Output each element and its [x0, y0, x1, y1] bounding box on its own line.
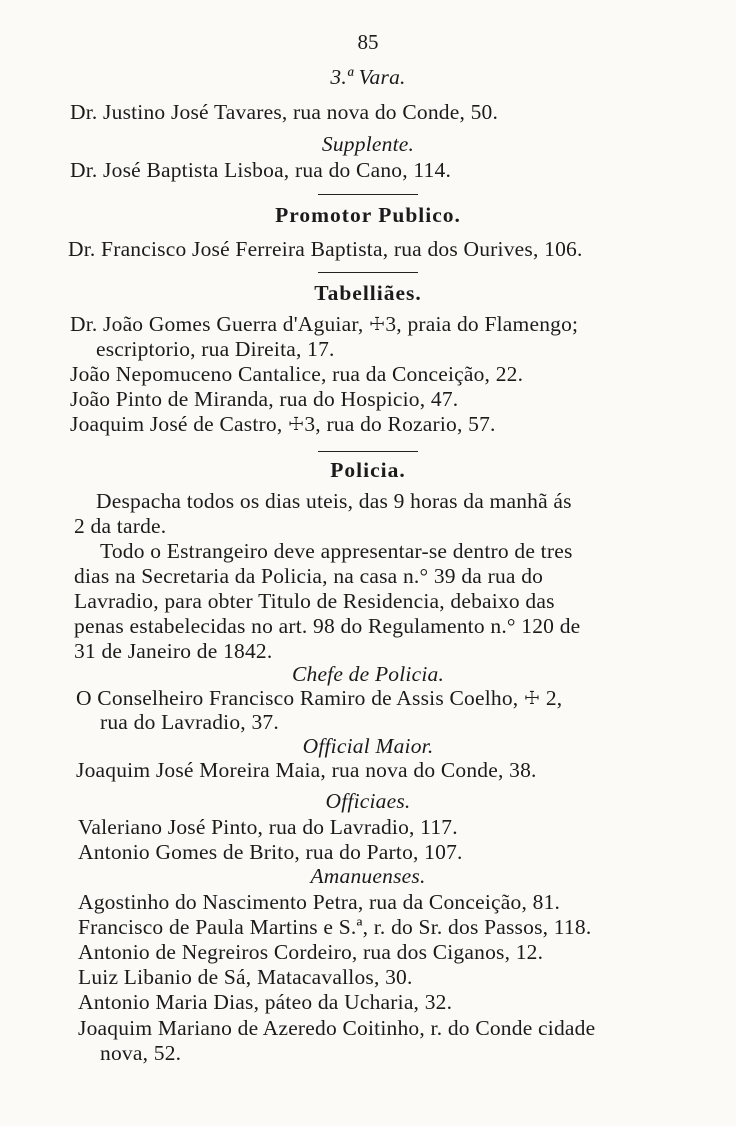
chefe-entry-continuation: rua do Lavradio, 37.	[100, 710, 279, 734]
policia-paragraph-line: dias na Secretaria da Policia, na casa n.° 39 da rua do	[74, 564, 544, 588]
policia-paragraph-line: Lavradio, para obter Titulo de Residencia, debaixo das	[74, 589, 555, 613]
tabelliao-entry: João Pinto de Miranda, rua do Hospicio, 47.	[70, 387, 459, 411]
supplente-heading: Supplente.	[321, 132, 415, 156]
policia-paragraph-line: 31 de Janeiro de 1842.	[74, 639, 273, 663]
officiaes-entry: Antonio Gomes de Brito, rua do Parto, 107.	[78, 840, 463, 864]
tabelliao-entry-continuation: escriptorio, rua Direita, 17.	[96, 337, 335, 361]
amanuense-entry: Francisco de Paula Martins e S.ª, r. do Sr. dos Passos, 118.	[78, 915, 592, 939]
policia-paragraph-line: penas estabelecidas no art. 98 do Regulamento n.° 120 de	[74, 614, 581, 638]
policia-heading: Policia.	[330, 458, 406, 482]
official-maior-heading: Official Maior.	[302, 734, 434, 758]
chefe-heading: Chefe de Policia.	[291, 662, 445, 686]
official-maior-entry: Joaquim José Moreira Maia, rua nova do Conde, 38.	[76, 758, 537, 782]
section-divider	[318, 194, 418, 195]
officiaes-heading: Officiaes.	[325, 789, 411, 813]
amanuense-entry: Joaquim Mariano de Azeredo Coitinho, r. do Conde cidade	[78, 1016, 596, 1040]
tabelliao-entry: Dr. João Gomes Guerra d'Aguiar, ☩3, praia do Flamengo;	[70, 312, 579, 336]
cross-of-christ-icon: ☩	[288, 414, 305, 434]
policia-paragraph-line: 2 da tarde.	[74, 514, 167, 538]
policia-paragraph-line: Despacha todos os dias uteis, das 9 horas da manhã ás	[96, 489, 572, 513]
amanuense-entry: Luiz Libanio de Sá, Matacavallos, 30.	[78, 965, 413, 989]
vara-heading: 3.ª Vara.	[330, 65, 406, 89]
amanuense-entry: Antonio Maria Dias, páteo da Ucharia, 32.	[78, 990, 453, 1014]
amanuenses-heading: Amanuenses.	[310, 864, 426, 888]
amanuense-entry: Antonio de Negreiros Cordeiro, rua dos Ciganos, 12.	[78, 940, 544, 964]
section-divider	[318, 272, 418, 273]
promotor-entry: Dr. Francisco José Ferreira Baptista, rua dos Ourives, 106.	[68, 237, 583, 261]
vara-judge-entry: Dr. Justino José Tavares, rua nova do Conde, 50.	[70, 100, 499, 124]
page-number: 85	[357, 30, 379, 54]
tabelliaes-heading: Tabelliães.	[314, 281, 422, 305]
policia-paragraph-line: Todo o Estrangeiro deve appresentar-se dentro de tres	[100, 539, 573, 563]
cross-of-christ-icon: ☩	[523, 688, 541, 708]
chefe-entry: O Conselheiro Francisco Ramiro de Assis Coelho, ☩ 2,	[76, 686, 563, 710]
tabelliao-entry: Joaquim José de Castro, ☩3, rua do Rozario, 57.	[70, 412, 496, 436]
promotor-heading: Promotor Publico.	[275, 203, 461, 227]
officiaes-entry: Valeriano José Pinto, rua do Lavradio, 117.	[78, 815, 458, 839]
supplente-entry: Dr. José Baptista Lisboa, rua do Cano, 114.	[70, 158, 452, 182]
section-divider	[318, 451, 418, 452]
tabelliao-entry: João Nepomuceno Cantalice, rua da Conceição, 22.	[70, 362, 524, 386]
amanuense-entry: Agostinho do Nascimento Petra, rua da Conceição, 81.	[78, 890, 561, 914]
cross-of-christ-icon: ☩	[369, 314, 386, 334]
amanuense-entry-continuation: nova, 52.	[100, 1041, 182, 1065]
